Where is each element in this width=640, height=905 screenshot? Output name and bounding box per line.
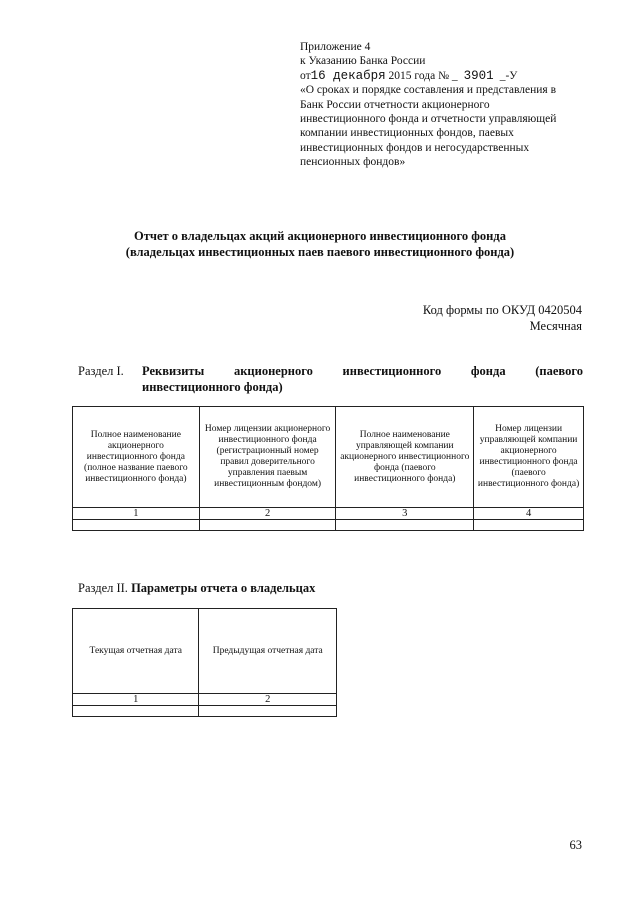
- column-number-row: [73, 694, 337, 706]
- section-2-heading: [78, 580, 315, 596]
- date-suffix: 2015 года №: [388, 69, 450, 82]
- appendix-date-line: от16 декабря 2015 года № _ 3901 _-У: [300, 68, 518, 83]
- report-parameters-table: [72, 608, 337, 717]
- subject-line: Банк России отчетности акционерного: [300, 98, 490, 111]
- page-number: 63: [569, 838, 582, 852]
- column-header: Предыдущая отчетная дата: [199, 609, 337, 694]
- table-cell: [199, 520, 336, 531]
- table-cell: [474, 520, 584, 531]
- appendix-label: Приложение 4: [300, 41, 371, 53]
- column-number: 2: [199, 508, 336, 520]
- subject-line: инвестиционного фонда и отчетности управляющей: [300, 113, 557, 126]
- number-suffix: -У: [505, 69, 518, 82]
- column-header: Текущая отчетная дата: [73, 609, 199, 694]
- section-1-word: акционерного: [233, 364, 313, 378]
- appendix-reference: к Указанию Банка России: [300, 55, 426, 68]
- date-prefix: от: [300, 69, 311, 82]
- column-header: Номер лицензии акционерного инвестиционного фонда (регистрационный номер правил доверительного управления паевым инвестиционным фондом): [199, 407, 336, 508]
- column-number: 2: [199, 694, 337, 706]
- subject-line: «О сроках и порядке составления и представления в: [300, 84, 557, 97]
- subject-line: инвестиционных фондов и негосударственных: [300, 141, 530, 154]
- appendix-header: [300, 40, 583, 170]
- table-cell: [336, 520, 474, 531]
- report-title-line2: (владельцах инвестиционных паев паевого инвестиционного фонда): [125, 245, 515, 259]
- column-number: 1: [73, 694, 199, 706]
- table-row: [73, 706, 337, 717]
- number-stamp: 3901: [463, 68, 494, 83]
- okud-block: [423, 302, 582, 334]
- subject-line: компании инвестиционных фондов, паевых: [300, 127, 514, 140]
- section-1-word: фонда: [470, 364, 506, 378]
- date-stamp: 16 декабря: [310, 68, 386, 83]
- section-1-word: (паевого: [535, 364, 583, 378]
- column-number: 4: [474, 508, 584, 520]
- table-header-row: [73, 609, 337, 694]
- section-1-title-line2: инвестиционного фонда): [142, 380, 283, 394]
- column-number-row: [73, 508, 584, 520]
- column-number: 1: [73, 508, 200, 520]
- table-cell: [73, 520, 200, 531]
- section-1-number: Раздел I.: [78, 364, 124, 378]
- table-header-row: [73, 407, 584, 508]
- section-2-title: Параметры отчета о владельцах: [131, 581, 316, 595]
- section-1-word: инвестиционного: [342, 364, 442, 378]
- section-1-heading: [78, 363, 583, 395]
- column-header: Номер лицензии управляющей компании акционерного инвестиционного фонда (паевого инвестиционного фонда): [474, 407, 584, 508]
- column-header: Полное наименование управляющей компании акционерного инвестиционного фонда (паевого инвестиционного фонда): [336, 407, 474, 508]
- report-period: Месячная: [529, 319, 582, 333]
- column-number: 3: [336, 508, 474, 520]
- column-header: Полное наименование акционерного инвестиционного фонда (полное название паевого инвестиционного фонда): [73, 407, 200, 508]
- table-cell: [73, 706, 199, 717]
- subject-line: пенсионных фондов»: [300, 156, 406, 169]
- table-cell: [199, 706, 337, 717]
- okud-code: Код формы по ОКУД 0420504: [422, 303, 582, 317]
- section-1-word: Реквизиты: [142, 364, 205, 378]
- report-title: [60, 228, 580, 260]
- table-row: [73, 520, 584, 531]
- section-2-number: Раздел II.: [78, 581, 128, 595]
- fund-details-table: [72, 406, 584, 531]
- report-title-line1: Отчет о владельцах акций акционерного инвестиционного фонда: [134, 229, 506, 243]
